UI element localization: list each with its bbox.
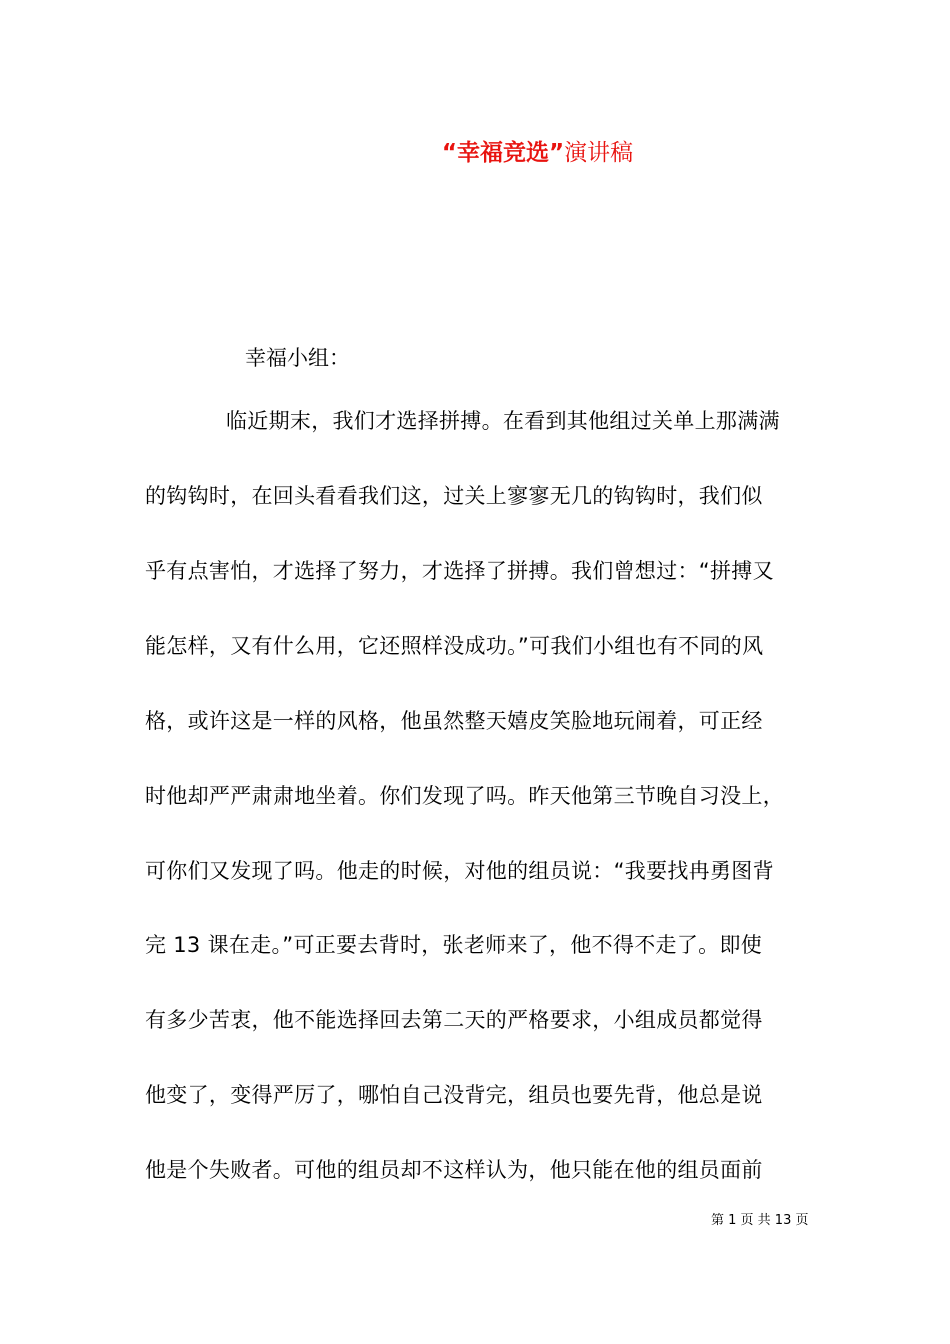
body-line: 临近期末，我们才选择拼搏。在看到其他组过关单上那满满 xyxy=(226,409,780,433)
body-line: 有多少苦衷，他不能选择回去第二天的严格要求，小组成员都觉得 xyxy=(145,1008,763,1032)
body-line: 他变了，变得严厉了，哪怕自己没背完，组员也要先背，他总是说 xyxy=(145,1083,763,1107)
salutation: 幸福小组： xyxy=(245,346,350,370)
body-line: 他是个失败者。可他的组员却不这样认为，他只能在他的组员面前 xyxy=(145,1158,763,1182)
title-tail: 演讲稿 xyxy=(564,140,634,166)
body-line: 时他却严严肃肃地坐着。你们发现了吗。昨天他第三节晚自习没上， xyxy=(145,784,784,808)
body-line: 可你们又发现了吗。他走的时候，对他的组员说：“我要找冉勇图背 xyxy=(145,859,774,883)
body-line: 的钩钩时，在回头看看我们这，过关上寥寥无几的钩钩时，我们似 xyxy=(145,484,763,508)
title-main: “幸福竞选” xyxy=(441,140,565,166)
body-line: 能怎样，又有什么用，它还照样没成功。”可我们小组也有不同的风 xyxy=(145,634,764,658)
document-title xyxy=(0,134,950,167)
page-footer: 第 1 页 共 13 页 xyxy=(711,1213,809,1228)
body-line: 完 13 课在走。”可正要去背时，张老师来了，他不得不走了。即使 xyxy=(145,933,763,957)
body-line: 乎有点害怕，才选择了努力，才选择了拼搏。我们曾想过：“拼搏又 xyxy=(145,559,774,583)
body-line: 格，或许这是一样的风格，他虽然整天嬉皮笑脸地玩闹着，可正经 xyxy=(145,709,763,733)
